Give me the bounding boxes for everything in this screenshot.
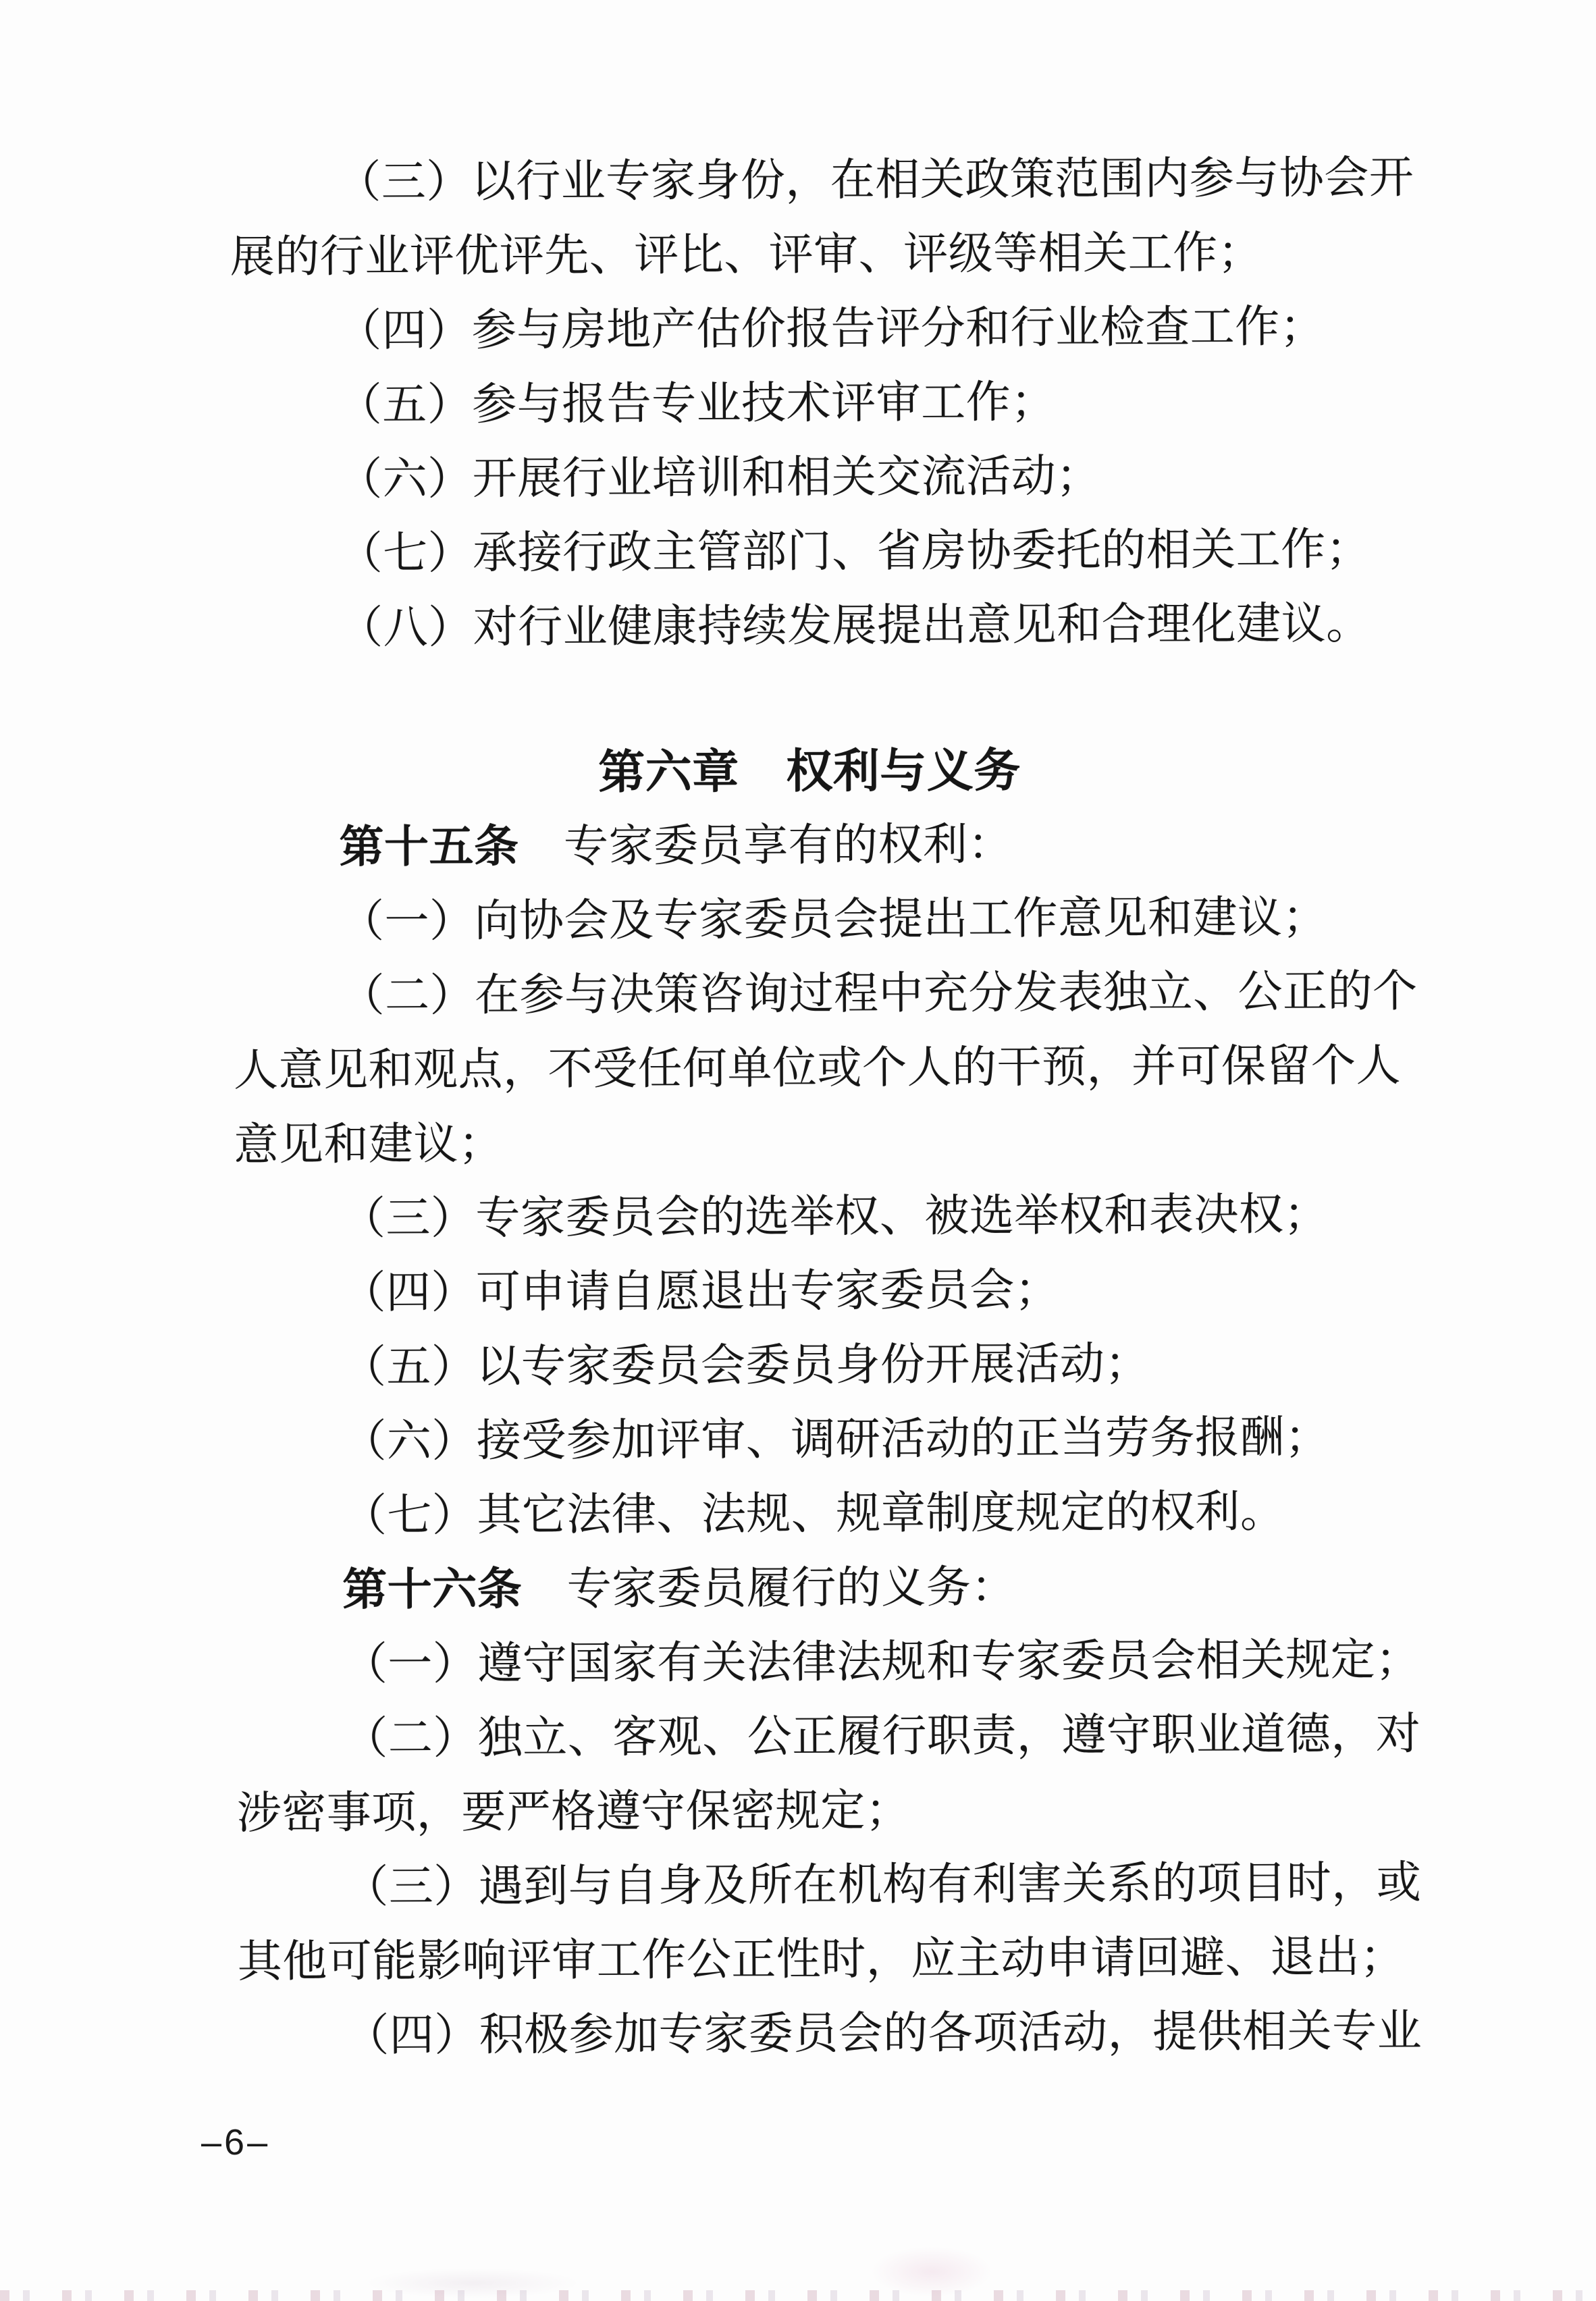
clause-line: （七）其它法律、法规、规章制度规定的权利。: [342, 1487, 1285, 1541]
document-body: [230, 141, 1422, 2073]
clause-line: （六）开展行业培训和相关交流活动；: [338, 452, 1101, 505]
article-number: 第十六条: [342, 1564, 523, 1616]
clause-line: 其他可能影响评审工作公正性时，应主动申请回避、退出；: [237, 1932, 1405, 1987]
clause-line: （八）对行业健康持续发展提出意见和合理化建议。: [338, 599, 1371, 654]
clause-line: （四）可申请自愿退出专家委员会；: [341, 1265, 1060, 1319]
clause-line: （五）以专家委员会委员身份开展活动；: [341, 1339, 1150, 1393]
clause-line: （二）在参与决策咨询过程中充分发表独立、公正的个: [340, 967, 1418, 1022]
clause-line: （三）专家委员会的选举权、被选举权和表决权；: [340, 1190, 1329, 1244]
clause-line: 展的行业评优评先、评比、评审、评级等相关工作；: [230, 228, 1263, 282]
clause-line: （四）积极参加专家委员会的各项活动，提供相关专业: [344, 2007, 1422, 2061]
article-line: [232, 806, 1387, 885]
clause-line: （七）承接行政主管部门、省房协委托的相关工作；: [338, 525, 1371, 579]
blank-line: [232, 661, 1386, 737]
clause-line: （二）独立、客观、公正履行职责，遵守职业道德，对: [343, 1710, 1421, 1764]
clause-line: （五）参与报告专业技术评审工作；: [337, 377, 1056, 431]
page-number: –6–: [201, 2122, 271, 2163]
clause-line: （一）向协会及专家委员会提出工作意见和建议；: [339, 893, 1328, 947]
chapter-heading: 第六章 权利与义务: [598, 745, 1021, 799]
article-title: 专家委员享有的权利：: [518, 820, 1013, 872]
clause-line: （三）以行业专家身份，在相关政策范围内参与协会开: [336, 153, 1414, 208]
clause-line: （六）接受参加评审、调研活动的正当劳务报酬；: [342, 1412, 1330, 1467]
clause-line: （一）遵守国家有关法律法规和专家委员会相关规定；: [342, 1635, 1420, 1690]
article-line: [236, 1549, 1390, 1628]
article-title: 专家委员履行的义务：: [522, 1562, 1016, 1614]
clause-line: 涉密事项，要严格遵守保密规定；: [236, 1786, 911, 1839]
scan-smudge: [365, 2268, 581, 2298]
clause-line: （三）遇到与自身及所在机构有利害关系的项目时，或: [344, 1858, 1422, 1913]
clause-line: 人意见和观点，不受任何单位或个人的干预，并可保留个人: [233, 1041, 1402, 1096]
clause-line: 意见和建议；: [234, 1119, 504, 1170]
clause-line: （四）参与房地产估价报告评分和行业检查工作；: [337, 302, 1325, 356]
article-number: 第十五条: [339, 822, 519, 873]
scan-smudge: [871, 2246, 992, 2297]
scan-noise-strip: [0, 2290, 1596, 2301]
